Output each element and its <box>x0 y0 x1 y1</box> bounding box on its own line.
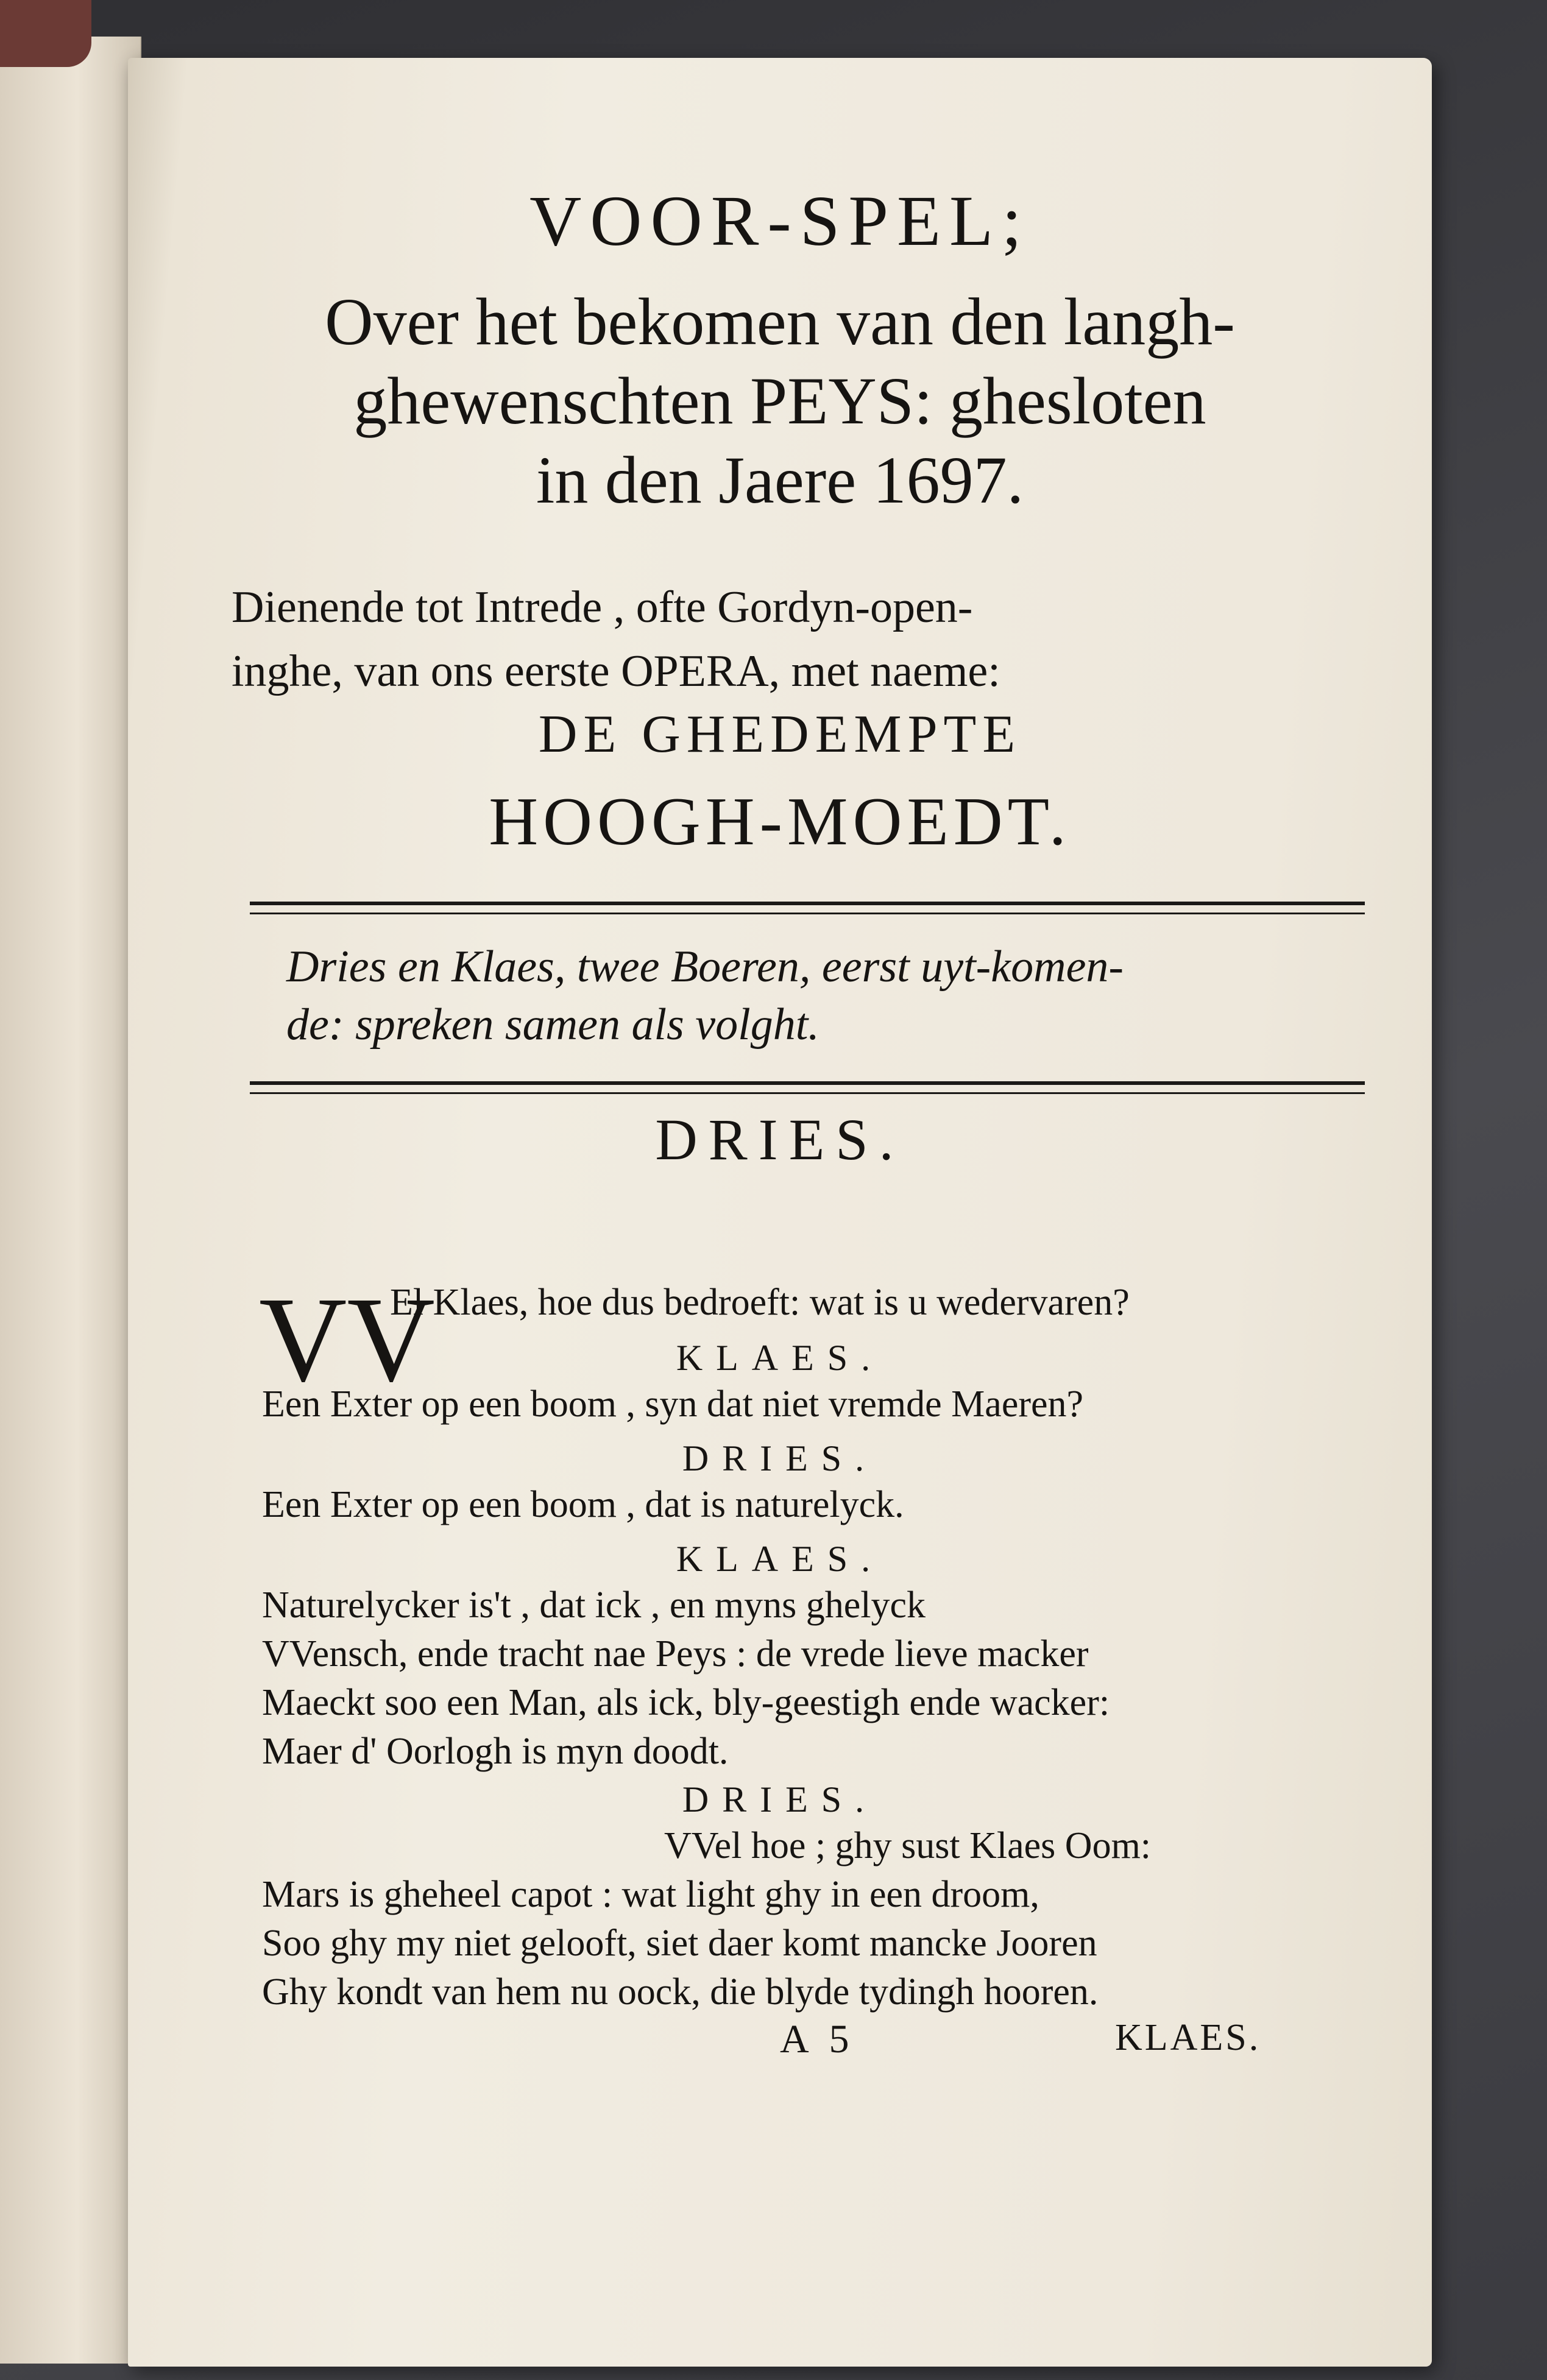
intro-line-1: Dienende tot Intrede , ofte Gordyn-open- <box>232 582 973 632</box>
ornamental-rule-bottom <box>250 1081 1365 1094</box>
facing-page-edge <box>0 37 141 2364</box>
drop-cap: VV <box>259 1273 435 1407</box>
book-page <box>128 58 1432 2367</box>
opera-title-line-2: HOOGH-MOEDT. <box>489 784 1071 860</box>
subtitle-line-2: ghewenschten PEYS: ghesloten <box>353 364 1206 438</box>
speaker-dries-1: DRIES. <box>682 1438 878 1478</box>
dialogue-line-1: El Klaes, hoe dus bedroeft: wat is u wedervaren? <box>390 1282 1130 1323</box>
dialogue-line-9: Mars is gheheel capot : wat light ghy in een droom, <box>262 1874 1039 1915</box>
dialogue-line-10: Soo ghy my niet gelooft, siet daer komt mancke Jooren <box>262 1923 1097 1964</box>
stage-direction-line-1: Dries en Klaes, twee Boeren, eerst uyt-komen- <box>286 942 1124 992</box>
book-spine <box>0 0 91 67</box>
dialogue-line-2: Een Exter op een boom , syn dat niet vremde Maeren? <box>262 1383 1084 1425</box>
intro-line-2: inghe, van ons eerste OPERA, met naeme: <box>232 646 1000 696</box>
page-title: VOOR-SPEL; <box>529 181 1030 261</box>
stage-direction-line-2: de: spreken samen als volght. <box>286 1000 820 1050</box>
catchword: KLAES. <box>1115 2017 1261 2058</box>
ornamental-rule-top <box>250 902 1365 914</box>
subtitle-line-1: Over het bekomen van den langh- <box>325 284 1235 359</box>
subtitle-line-3: in den Jaere 1697. <box>536 443 1024 517</box>
dialogue-line-7: Maer d' Oorlogh is myn doodt. <box>262 1731 729 1772</box>
dialogue-line-3: Een Exter op een boom , dat is naturelyck. <box>262 1484 904 1525</box>
dialogue-line-5: VVensch, ende tracht nae Peys : de vrede lieve macker <box>262 1633 1089 1675</box>
speaker-dries-2: DRIES. <box>682 1779 878 1820</box>
dialogue-line-8: VVel hoe ; ghy sust Klaes Oom: <box>664 1825 1152 1866</box>
speaker-klaes-1: KLAES. <box>676 1338 884 1378</box>
speaker-klaes-2: KLAES. <box>676 1539 884 1579</box>
signature-mark: A 5 <box>780 2017 855 2061</box>
opera-title-line-1: DE GHEDEMPTE <box>538 705 1022 764</box>
first-speaker-heading: DRIES. <box>655 1107 905 1172</box>
dialogue-line-4: Naturelycker is't , dat ick , en myns ghelyck <box>262 1584 926 1626</box>
dialogue-line-6: Maeckt soo een Man, als ick, bly-geestigh ende wacker: <box>262 1682 1110 1723</box>
dialogue-line-11: Ghy kondt van hem nu oock, die blyde tydingh hooren. <box>262 1971 1099 2013</box>
